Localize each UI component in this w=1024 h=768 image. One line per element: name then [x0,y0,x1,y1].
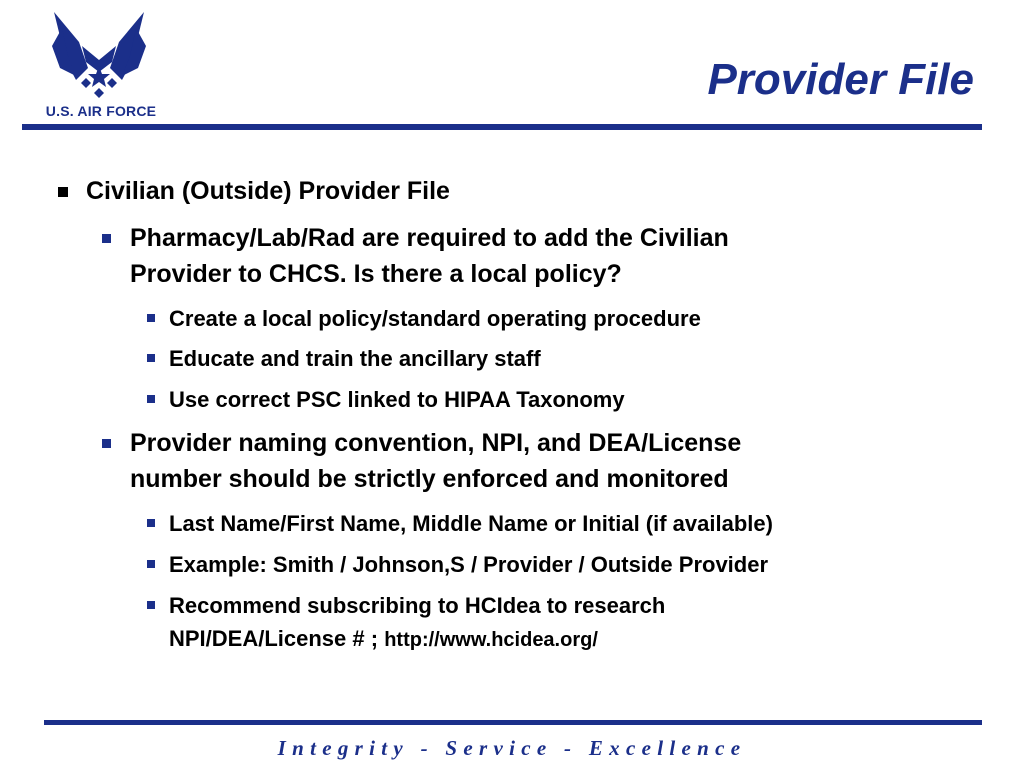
square-bullet-icon [102,439,111,448]
bullet-text-line: number should be strictly enforced and monitored [130,465,729,493]
bullet-l3-educate [169,342,969,375]
bullet-text-line: Provider naming convention, NPI, and DEA/License [130,429,742,457]
bullet-text: Example: Smith / Johnson,S / Provider / Outside Provider [169,552,769,577]
bullet-l2-naming [130,425,960,497]
bullet-text: Create a local policy/standard operating procedure [169,306,701,331]
square-bullet-icon [147,601,155,609]
footer-divider [44,720,982,725]
bullet-text-line: Provider to CHCS. Is there a local policy? [130,260,622,288]
square-bullet-icon [58,187,68,197]
title-divider [22,124,982,130]
square-bullet-icon [102,234,111,243]
bullet-text: Educate and train the ancillary staff [169,346,541,371]
bullet-l3-last-name [169,507,969,540]
slide-title: Provider File [707,55,974,104]
square-bullet-icon [147,314,155,322]
bullet-text-line [169,622,969,657]
license-text: NPI/DEA/License # ; [169,626,385,651]
bullet-text: Use correct PSC linked to HIPAA Taxonomy [169,387,625,412]
square-bullet-icon [147,354,155,362]
bullet-text: Last Name/First Name, Middle Name or Initial (if available) [169,511,773,536]
square-bullet-icon [147,395,155,403]
air-force-symbol-icon [24,6,174,102]
bullet-text-line: Pharmacy/Lab/Rad are required to add the Civilian [130,224,729,252]
bullet-l3-example [169,548,969,581]
bullet-l3-psc [169,383,969,416]
square-bullet-icon [147,519,155,527]
bullet-text-line: Recommend subscribing to HCIdea to research [169,593,666,618]
bullet-text: Civilian (Outside) Provider File [86,177,450,205]
hcidea-link[interactable]: http://www.hcidea.org/ [384,629,598,651]
bullet-l3-local-policy [169,302,969,335]
bullet-l3-recommend [169,589,969,657]
bullet-l1-civilian [86,176,986,206]
bullet-l2-pharmacy [130,220,960,292]
square-bullet-icon [147,560,155,568]
logo-text: U.S. AIR FORCE [45,103,157,119]
footer-motto: Integrity - Service - Excellence [277,736,747,760]
air-force-logo [24,6,174,124]
